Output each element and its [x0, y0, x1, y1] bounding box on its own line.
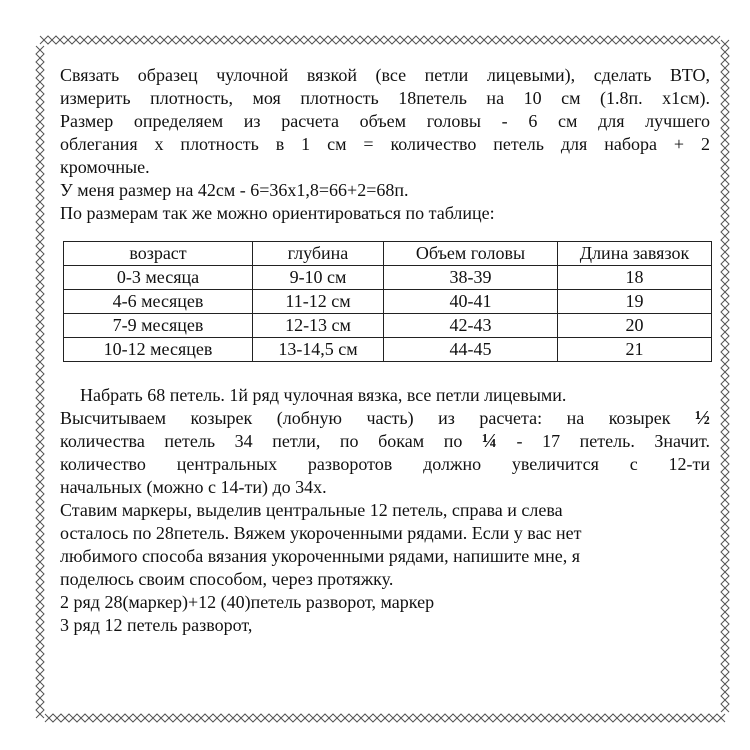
header-age: возраст	[64, 242, 253, 266]
cell-ties: 20	[558, 314, 712, 338]
cell-age: 4-6 месяцев	[64, 290, 253, 314]
cell-depth: 9-10 см	[253, 266, 384, 290]
intro-line-3: Размер определяем из расчета объем головы - 6 см для лучшего	[60, 111, 710, 131]
body-line-2-text: Высчитываем козырек (лобную часть) из расчета: на козырек	[60, 408, 695, 428]
cell-depth: 12-13 см	[253, 314, 384, 338]
table-header-row	[64, 242, 712, 266]
table-row	[64, 338, 712, 362]
document-page	[60, 64, 710, 637]
table-row	[64, 314, 712, 338]
cell-age: 10-12 месяцев	[64, 338, 253, 362]
intro-line-5: кромочные.	[60, 157, 150, 177]
body-line-10: 2 ряд 28(маркер)+12 (40)петель разворот, маркер	[60, 592, 435, 612]
header-depth: глубина	[253, 242, 384, 266]
cell-head: 40-41	[384, 290, 558, 314]
intro-line-1: Связать образец чулочной вязкой (все петли лицевыми), сделать ВТО,	[60, 65, 710, 85]
body-line-1: Набрать 68 петель. 1й ряд чулочная вязка, все петли лицевыми.	[80, 385, 567, 405]
cell-head: 44-45	[384, 338, 558, 362]
body-line-9: поделюсь своим способом, через протяжку.	[60, 569, 394, 589]
body-line-7: осталось по 28петель. Вяжем укороченными рядами. Если у вас нет	[60, 523, 582, 543]
cell-depth: 11-12 см	[253, 290, 384, 314]
size-table	[63, 241, 712, 362]
spacer	[60, 362, 710, 384]
table-row	[64, 266, 712, 290]
cell-ties: 21	[558, 338, 712, 362]
table-row	[64, 290, 712, 314]
cell-ties: 19	[558, 290, 712, 314]
intro-line-6: У меня размер на 42см - 6=36х1,8=66+2=68п.	[60, 180, 409, 200]
intro-line-4: облегания х плотность в 1 см = количество петель для набора + 2	[60, 134, 710, 154]
body-line-3-text-b: - 17 петель. Значит.	[496, 431, 711, 451]
cell-age: 7-9 месяцев	[64, 314, 253, 338]
intro-line-7: По размерам так же можно ориентироваться по таблице:	[60, 203, 495, 223]
cell-age: 0-3 месяца	[64, 266, 253, 290]
intro-line-2: измерить плотность, моя плотность 18петель на 10 см (1.8п. х1см).	[60, 88, 710, 108]
body-line-6: Ставим маркеры, выделив центральные 12 петель, справа и слева	[60, 500, 563, 520]
body-line-5: начальных (можно с 14-ти) до 34х.	[60, 477, 327, 497]
body-line-2	[60, 407, 710, 430]
cell-ties: 18	[558, 266, 712, 290]
body-line-3-text-a: количества петель 34 петли, по бокам по	[60, 431, 482, 451]
header-tie-length: Длина завязок	[558, 242, 712, 266]
cell-head: 38-39	[384, 266, 558, 290]
header-head-circumference: Объем головы	[384, 242, 558, 266]
body-line-8: любимого способа вязания укороченными рядами, напишите мне, я	[60, 546, 580, 566]
cell-head: 42-43	[384, 314, 558, 338]
body-line-11: 3 ряд 12 петель разворот,	[60, 615, 253, 635]
cell-depth: 13-14,5 см	[253, 338, 384, 362]
body-line-4: количество центральных разворотов должно увеличится с 12-ти	[60, 454, 710, 474]
body-line-3	[60, 430, 710, 453]
fraction-quarter: ¼	[481, 430, 497, 452]
fraction-half: ½	[695, 407, 710, 429]
